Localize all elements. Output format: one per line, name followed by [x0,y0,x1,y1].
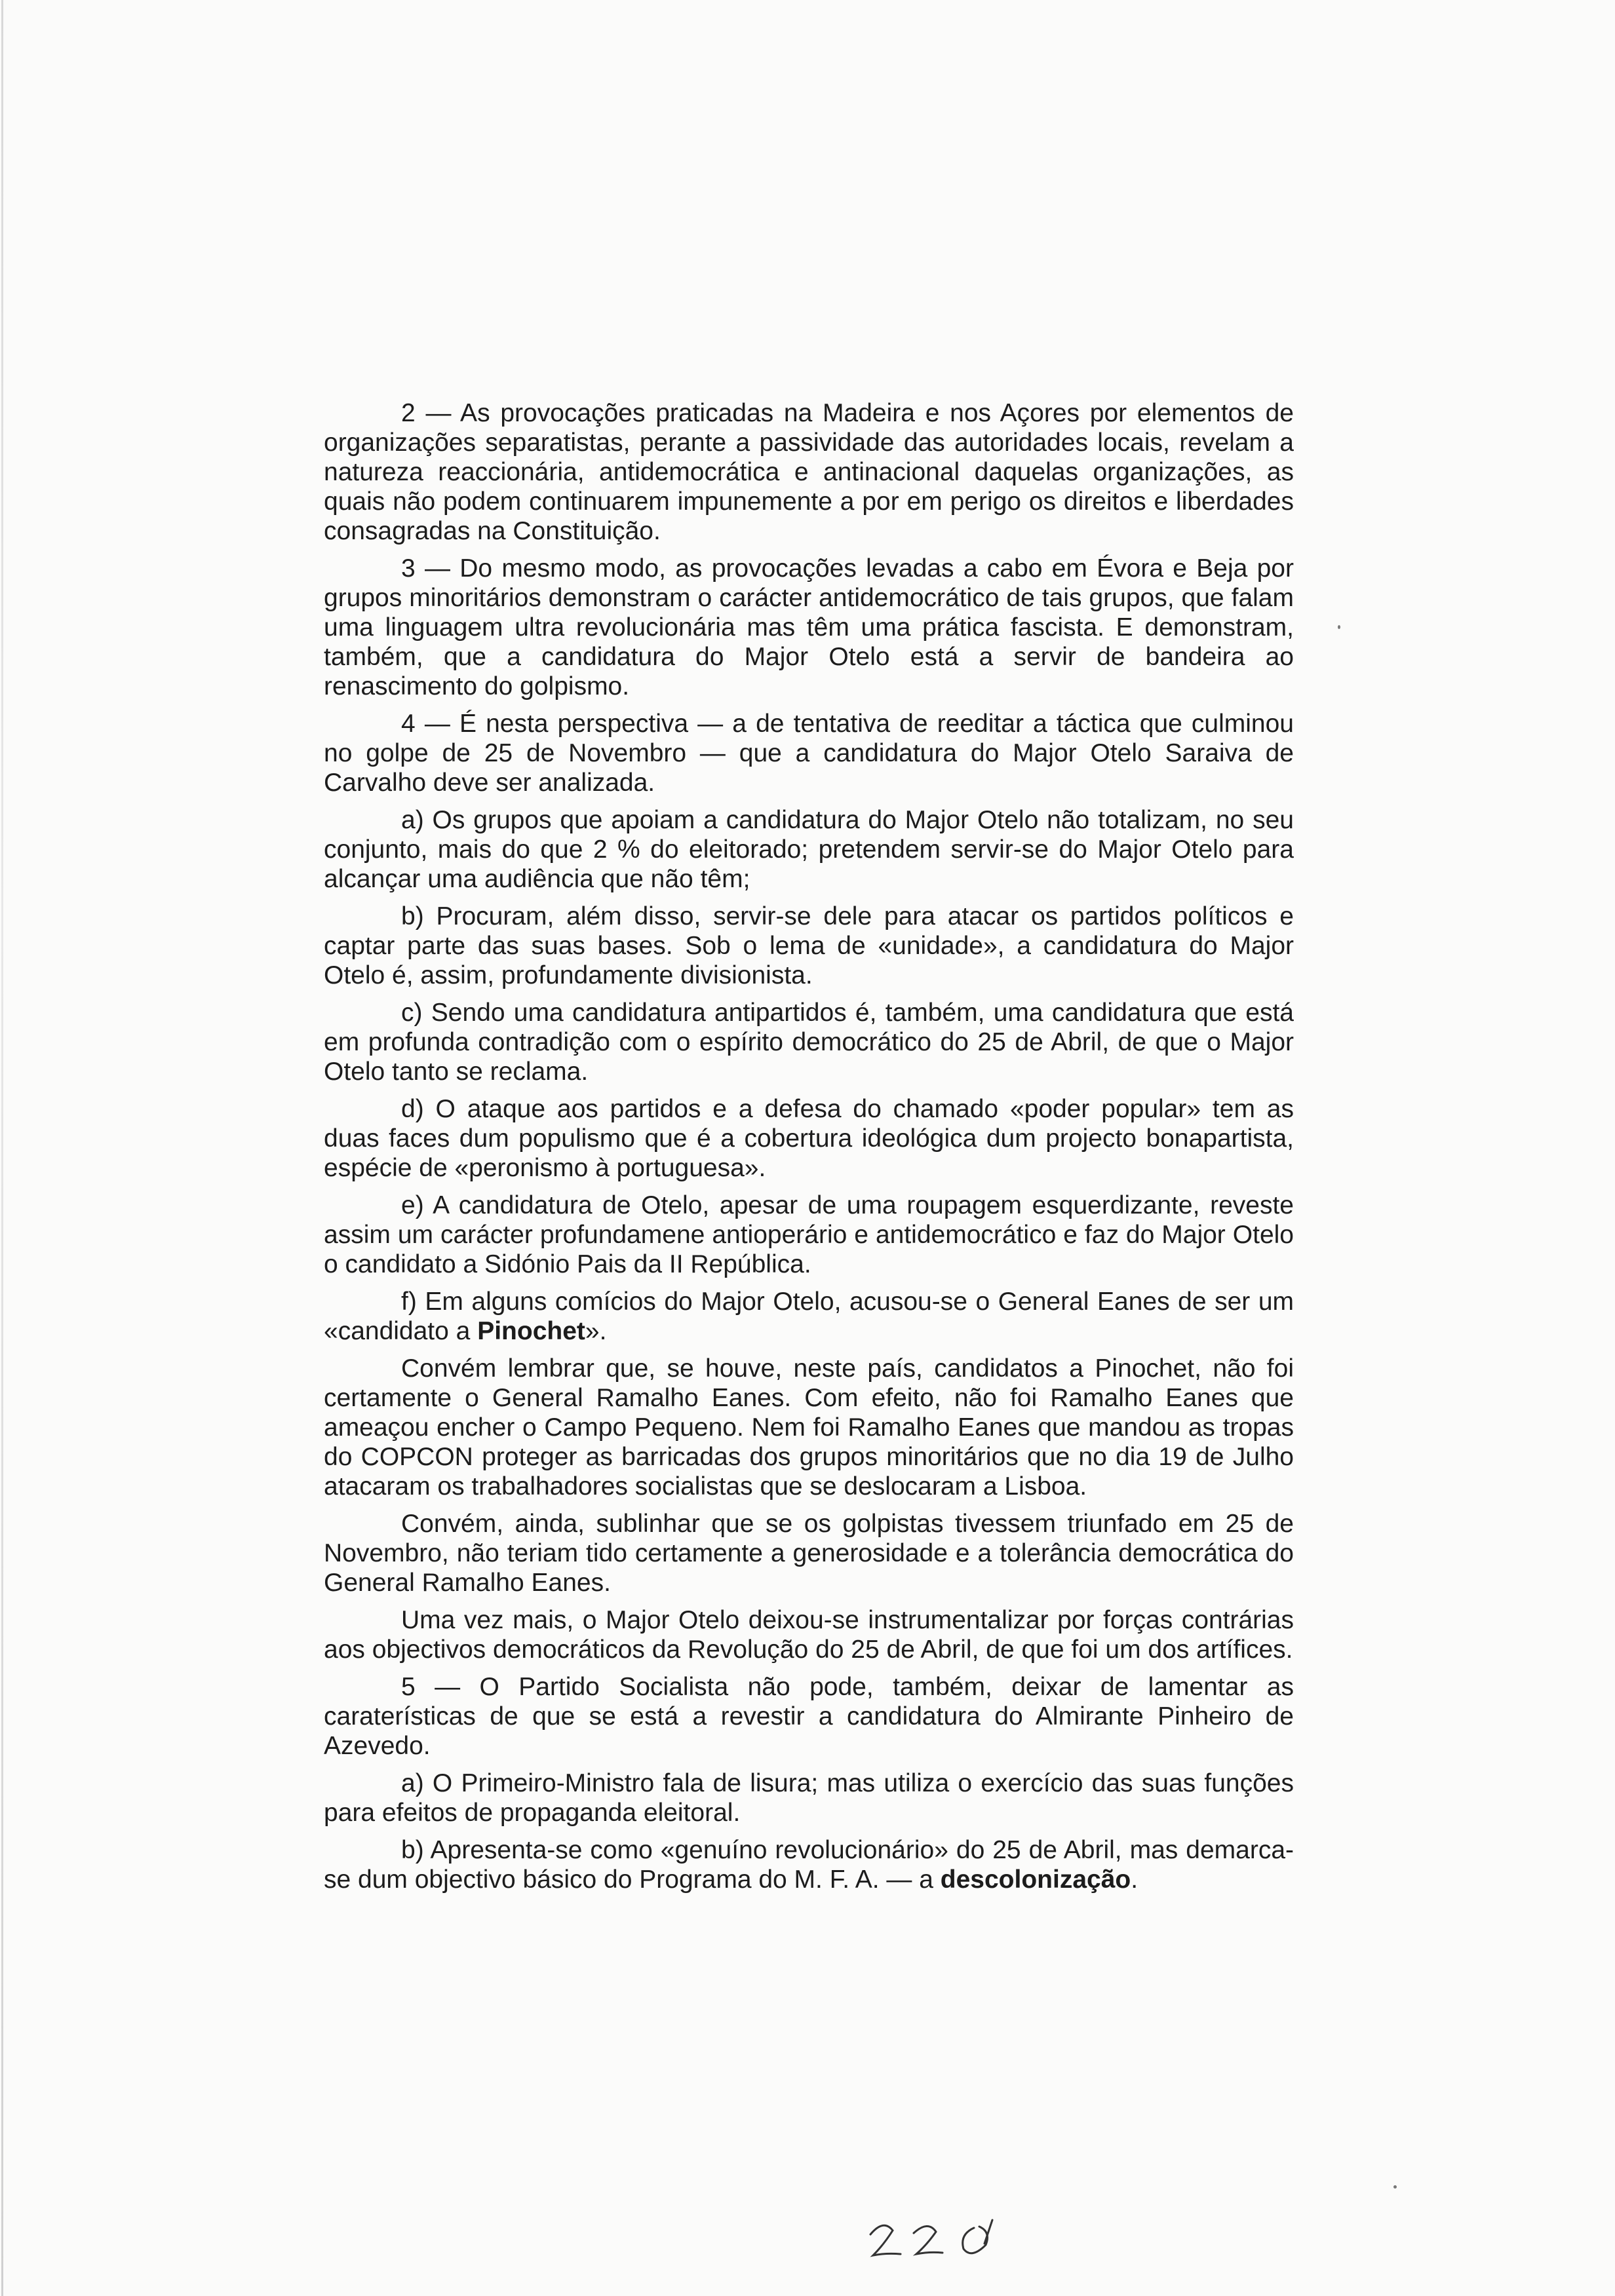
scan-speck [1393,2185,1397,2189]
pinochet-bold: Pinochet [477,1317,585,1345]
paragraph-5b-text: b) Apresenta-se como «genuíno revolucionário» do 25 de Abril, mas demarca-se dum objectivo básico do Programa do M. F. A. — a [324,1836,1294,1894]
scan-speck [1338,625,1340,629]
paragraph-4i: Uma vez mais, o Major Otelo deixou-se instrumentalizar por forças contrárias aos objectivos democráticos da Revolução do 25 de Abril, de que foi um dos artífices. [324,1606,1294,1664]
paragraph-4c: c) Sendo uma candidatura antipartidos é, também, uma candidatura que está em profunda contradição com o espírito democrático do 25 de Abril, de que o Major Otelo tanto se reclama. [324,999,1294,1086]
paragraph-5b [324,1835,1294,1894]
scan-edge [1,0,3,2296]
paragraph-2: 2 — As provocações praticadas na Madeira e nos Açores por elementos de organizações separatistas, perante a passividade das autoridades locais, revelam a natureza reaccionária, antidemocrática e antinacional daquelas organizações, as quais não podem continuarem impunemente a por em perigo os direitos e liberdades consagradas na Constituição. [324,399,1294,545]
paragraph-4e: e) A candidatura de Otelo, apesar de uma roupagem esquerdizante, reveste assim um carácter profundamene antioperário e antidemocrático e faz do Major Otelo o candidato a Sidónio Pais da II República. [324,1191,1294,1278]
paragraph-4f-end: ». [585,1317,607,1345]
paragraph-5a: a) O Primeiro-Ministro fala de lisura; mas utiliza o exercício das suas funções para efeitos de propaganda eleitoral. [324,1769,1294,1827]
paragraph-3: 3 — Do mesmo modo, as provocações levadas a cabo em Évora e Beja por grupos minoritários demonstram o carácter antidemocrático de tais grupos, que falam uma linguagem ultra revolucionária mas têm uma prática fascista. E demonstram, também, que a candidatura do Major Otelo está a servir de bandeira ao renascimento do golpismo. [324,554,1294,700]
paragraph-4h: Convém, ainda, sublinhar que se os golpistas tivessem triunfado em 25 de Novembro, não teriam tido certamente a generosidade e a tolerância democrática do General Ramalho Eanes. [324,1510,1294,1597]
paragraph-4: 4 — É nesta perspectiva — a de tentativa de reeditar a táctica que culminou no golpe de 25 de Novembro — que a candidatura do Major Otelo Saraiva de Carvalho deve ser analizada. [324,710,1294,797]
paragraph-4b: b) Procuram, além disso, servir-se dele para atacar os partidos políticos e captar parte das suas bases. Sob o lema de «unidade», a candidatura do Major Otelo é, assim, profundamente divisionista. [324,902,1294,989]
paragraph-4a: a) Os grupos que apoiam a candidatura do Major Otelo não totalizam, no seu conjunto, mais do que 2 % do eleitorado; pretendem servir-se do Major Otelo para alcançar uma audiência que não têm; [324,806,1294,893]
paragraph-4g: Convém lembrar que, se houve, neste país, candidatos a Pinochet, não foi certamente o General Ramalho Eanes. Com efeito, não foi Ramalho Eanes que ameaçou encher o Campo Pequeno. Nem foi Ramalho Eanes que mandou as tropas do COPCON proteger as barricadas dos grupos minoritários que no dia 19 de Julho atacaram os trabalhadores socialistas que se deslocaram a Lisboa. [324,1354,1294,1501]
descolonizacao-bold: descolonização [940,1866,1131,1894]
paragraph-4f-text: f) Em alguns comícios do Major Otelo, acusou-se o General Eanes de ser um «candidato a [324,1288,1294,1345]
document-body [324,398,1294,1902]
paragraph-5b-end: . [1131,1866,1138,1894]
paragraph-5: 5 — O Partido Socialista não pode, também, deixar de lamentar as caraterísticas de que se está a revestir a candidatura do Almirante Pinheiro de Azevedo. [324,1673,1294,1760]
paragraph-4d: d) O ataque aos partidos e a defesa do chamado «poder popular» tem as duas faces dum populismo que é a cobertura ideológica dum projecto bonapartista, espécie de «peronismo à portuguesa». [324,1095,1294,1182]
handwritten-page-number [864,2213,1015,2266]
paragraph-4f [324,1287,1294,1346]
